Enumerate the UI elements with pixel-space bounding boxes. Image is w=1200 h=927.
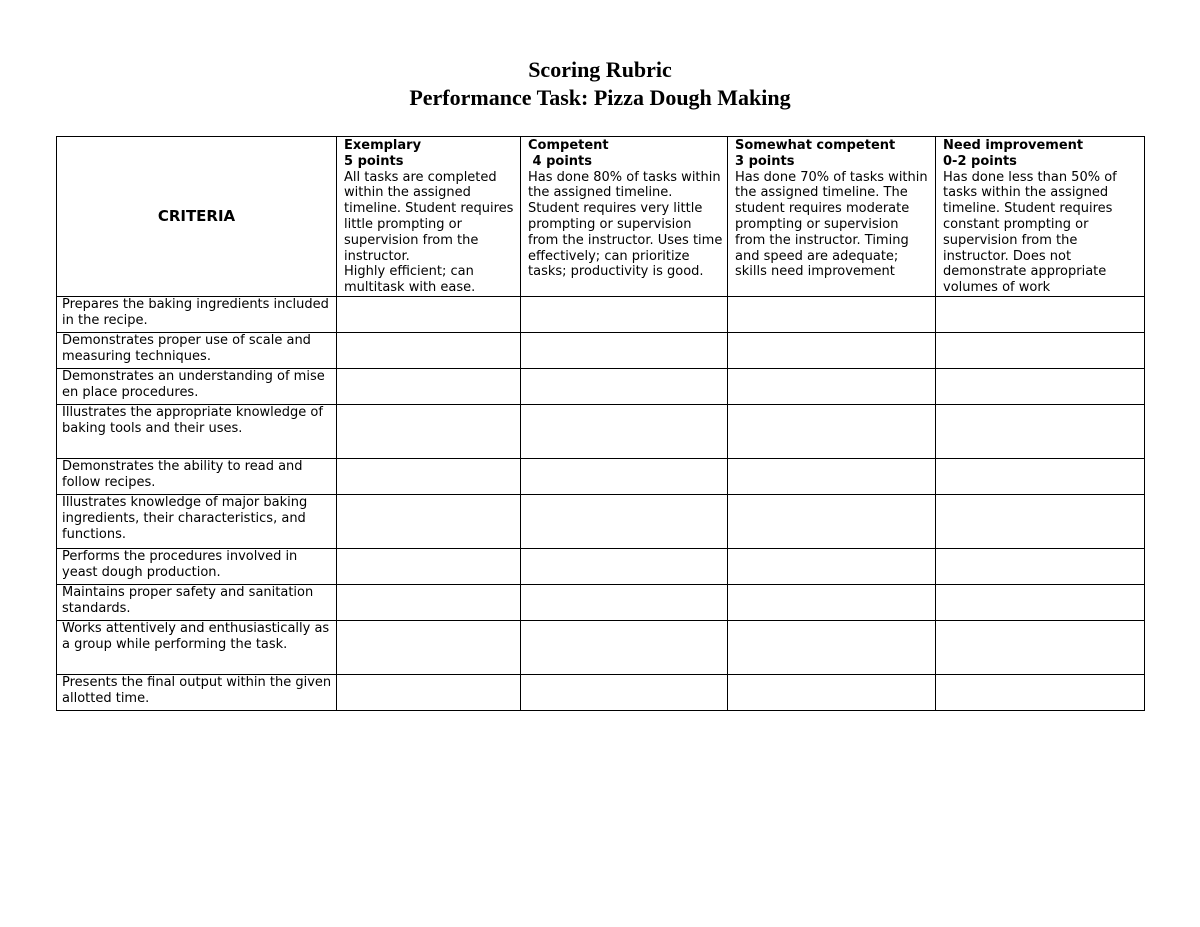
level-description: Has done 70% of tasks within the assigned timeline. The student requires moderate prompting or supervision from the instructor. Timing and speed are adequate; skills need improvement — [735, 169, 928, 280]
level-points: 5 points — [344, 153, 404, 169]
score-cell — [728, 369, 936, 405]
score-cell — [337, 549, 521, 585]
criterion-label: Maintains proper safety and sanitation standards. — [57, 585, 337, 621]
title-line-2: Performance Task: Pizza Dough Making — [409, 85, 791, 110]
score-cell — [521, 369, 728, 405]
score-cell — [936, 549, 1145, 585]
score-cell — [337, 459, 521, 495]
score-cell — [337, 369, 521, 405]
score-cell — [521, 333, 728, 369]
score-cell — [337, 333, 521, 369]
level-description: Has done less than 50% of tasks within the assigned timeline. Student requires constant prompting or supervision from the instructor. Does not demonstrate appropriate volumes of work — [943, 169, 1117, 296]
score-cell — [728, 495, 936, 549]
criterion-row — [57, 297, 1145, 333]
criterion-row — [57, 369, 1145, 405]
score-cell — [521, 585, 728, 621]
criterion-row — [57, 495, 1145, 549]
score-cell — [521, 621, 728, 675]
criterion-row — [57, 621, 1145, 675]
score-cell — [936, 675, 1145, 711]
level-need-improvement — [936, 137, 1145, 297]
level-description: All tasks are completed within the assigned timeline. Student requires little prompting or supervision from the instructor. Highly efficient; can multitask with ease. — [344, 169, 514, 296]
score-cell — [728, 549, 936, 585]
criterion-row — [57, 405, 1145, 459]
criterion-label: Demonstrates an understanding of mise en place procedures. — [57, 369, 337, 405]
score-cell — [936, 405, 1145, 459]
criterion-label: Presents the final output within the given allotted time. — [57, 675, 337, 711]
document-title — [0, 56, 1200, 112]
title-line-1: Scoring Rubric — [528, 57, 672, 82]
score-cell — [521, 297, 728, 333]
criterion-row — [57, 549, 1145, 585]
level-points: 4 points — [528, 153, 592, 169]
score-cell — [337, 495, 521, 549]
score-cell — [521, 405, 728, 459]
criterion-label: Demonstrates proper use of scale and measuring techniques. — [57, 333, 337, 369]
score-cell — [521, 495, 728, 549]
level-exemplary — [337, 137, 521, 297]
level-somewhat-competent — [728, 137, 936, 297]
level-points: 3 points — [735, 153, 795, 169]
score-cell — [521, 675, 728, 711]
criterion-label: Works attentively and enthusiastically as a group while performing the task. — [57, 621, 337, 675]
rubric-table — [56, 136, 1145, 711]
score-cell — [337, 675, 521, 711]
score-cell — [936, 369, 1145, 405]
level-name: Need improvement — [943, 138, 1084, 153]
rubric-body — [57, 137, 1145, 711]
header-row — [57, 137, 1145, 297]
criterion-row — [57, 459, 1145, 495]
criterion-row — [57, 585, 1145, 621]
score-cell — [728, 297, 936, 333]
criterion-label: Illustrates the appropriate knowledge of baking tools and their uses. — [57, 405, 337, 459]
criterion-label: Demonstrates the ability to read and follow recipes. — [57, 459, 337, 495]
score-cell — [728, 333, 936, 369]
score-cell — [337, 621, 521, 675]
level-name: Exemplary — [344, 138, 422, 153]
criteria-header: CRITERIA — [57, 137, 337, 297]
score-cell — [936, 297, 1145, 333]
score-cell — [521, 549, 728, 585]
score-cell — [337, 585, 521, 621]
criterion-row — [57, 675, 1145, 711]
criterion-label: Performs the procedures involved in yeast dough production. — [57, 549, 337, 585]
score-cell — [936, 621, 1145, 675]
criterion-label: Prepares the baking ingredients included in the recipe. — [57, 297, 337, 333]
score-cell — [728, 675, 936, 711]
score-cell — [728, 459, 936, 495]
score-cell — [337, 297, 521, 333]
level-competent — [521, 137, 728, 297]
score-cell — [521, 459, 728, 495]
score-cell — [728, 585, 936, 621]
score-cell — [936, 585, 1145, 621]
score-cell — [728, 405, 936, 459]
score-cell — [337, 405, 521, 459]
criterion-label: Illustrates knowledge of major baking ingredients, their characteristics, and functions. — [57, 495, 337, 549]
score-cell — [728, 621, 936, 675]
score-cell — [936, 495, 1145, 549]
level-name: Competent — [528, 138, 609, 153]
level-name: Somewhat competent — [735, 138, 896, 153]
criterion-row — [57, 333, 1145, 369]
score-cell — [936, 333, 1145, 369]
score-cell — [936, 459, 1145, 495]
level-points: 0-2 points — [943, 153, 1017, 169]
level-description: Has done 80% of tasks within the assigned timeline. Student requires very little prompting or supervision from the instructor. Uses time effectively; can prioritize tasks; productivity is good. — [528, 169, 723, 280]
